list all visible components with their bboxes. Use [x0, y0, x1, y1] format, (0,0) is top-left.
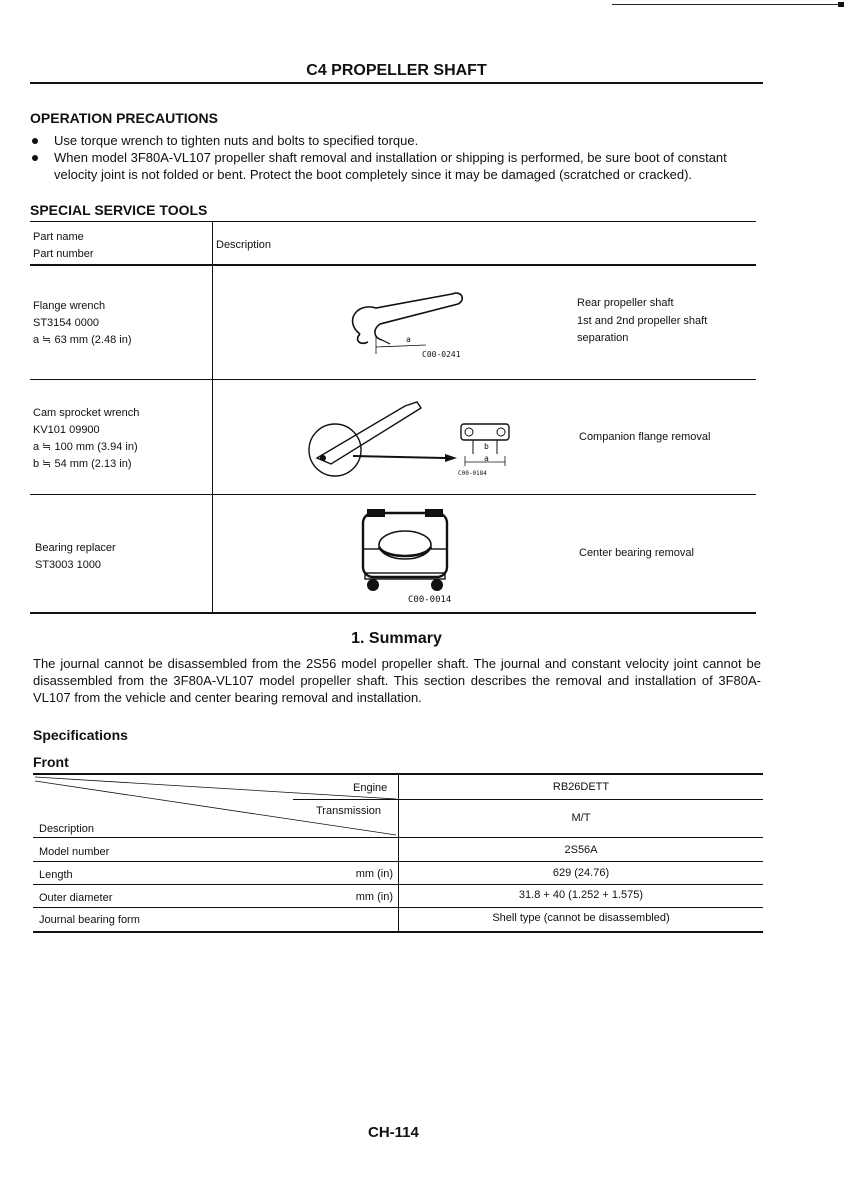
- figure-code: C00-0184: [458, 470, 487, 477]
- precaution-item: Use torque wrench to tighten nuts and bolts to specified torque.: [30, 132, 760, 149]
- engine-label: Engine: [353, 782, 388, 794]
- dimension-a-label: a: [484, 454, 489, 463]
- tool-number: ST3154 0000: [33, 317, 100, 329]
- sst-column-divider: [212, 222, 213, 614]
- spec-row-rule: [33, 907, 763, 908]
- sst-bottom-rule: [30, 612, 756, 614]
- figure-code: C00-0241: [422, 350, 461, 359]
- dimension-a-label: a: [406, 335, 411, 344]
- sst-heading: SPECIAL SERVICE TOOLS: [30, 202, 208, 218]
- spec-row-unit: mm (in): [355, 868, 393, 880]
- bearing-replacer-figure: [355, 507, 455, 597]
- transmission-label: Transmission: [316, 805, 381, 817]
- precautions-list: [30, 132, 760, 183]
- spec-row-rule: [33, 884, 763, 885]
- tool-dimension: a ≒ 63 mm (2.48 in): [33, 334, 132, 346]
- flange-wrench-figure: [330, 284, 500, 364]
- spec-row-value: Shell type (cannot be disassembled): [492, 912, 670, 924]
- spec-table: [33, 773, 763, 933]
- spec-row-value: 2S56A: [564, 844, 598, 856]
- tool-name: Flange wrench: [33, 300, 106, 312]
- page-number: CH-114: [368, 1124, 419, 1141]
- dimension-b-label: b: [484, 442, 489, 451]
- tool-name: Cam sprocket wrench: [33, 407, 140, 419]
- spec-row-value: 31.8 + 40 (1.252 + 1.575): [518, 889, 644, 901]
- tool-name: Bearing replacer: [35, 542, 116, 554]
- description-label: Description: [39, 823, 95, 835]
- spec-row-unit: mm (in): [355, 891, 393, 903]
- row-divider: [30, 494, 756, 495]
- summary-paragraph: The journal cannot be disassembled from the 2S56 model propeller shaft. The journal and constant velocity joint cannot be disassembled from the 3F80A-VL107 model propeller shaft. This section describes the removal and installation of 3F80A-VL107 from the vehicle and center bearing removal and installation.: [33, 656, 761, 705]
- spec-row-label: Outer diameter: [39, 892, 113, 904]
- tool-desc: Companion flange removal: [579, 431, 711, 443]
- specifications-heading: Specifications: [33, 727, 128, 743]
- front-subheading: Front: [33, 754, 69, 770]
- engine-value: RB26DETT: [552, 781, 610, 793]
- header-rule: [612, 4, 842, 5]
- spec-row-value: 629 (24.76): [552, 867, 610, 879]
- tool-desc: separation: [577, 332, 629, 344]
- summary-heading: 1. Summary: [351, 630, 442, 647]
- tool-number: ST3003 1000: [35, 559, 102, 571]
- spec-row-label: Model number: [39, 846, 110, 858]
- tool-dimension: a ≒ 100 mm (3.94 in): [33, 441, 138, 453]
- spec-bottom-rule: [33, 931, 763, 933]
- sst-header: [30, 222, 756, 266]
- header-mark: [838, 2, 844, 7]
- tool-number: KV101 09900: [33, 424, 100, 436]
- row-divider: [30, 379, 756, 380]
- spec-row-rule: [33, 861, 763, 862]
- spec-row-rule: [33, 837, 763, 838]
- figure-code: C00-0014: [408, 595, 452, 605]
- spec-row-label: Length: [39, 869, 73, 881]
- tool-desc: 1st and 2nd propeller shaft: [577, 315, 708, 327]
- cam-sprocket-wrench-figure: [305, 392, 535, 482]
- spec-row-label: Journal bearing form: [39, 914, 140, 926]
- page-title: C4 PROPELLER SHAFT: [306, 62, 487, 79]
- tool-desc: Rear propeller shaft: [577, 297, 674, 309]
- col-description: Description: [216, 239, 272, 251]
- precautions-heading: OPERATION PRECAUTIONS: [30, 110, 218, 126]
- transmission-value: M/T: [571, 812, 591, 824]
- title-rule: [30, 82, 763, 84]
- tool-dimension: b ≒ 54 mm (2.13 in): [33, 458, 132, 470]
- col-part-name: Part name: [33, 231, 84, 243]
- precaution-item: When model 3F80A-VL107 propeller shaft removal and installation or shipping is performed, be sure boot of constant velocity joint is not folded or bent. Protect the boot completely since it may be damaged (scratched or cracked).: [30, 149, 760, 183]
- col-part-number: Part number: [33, 248, 94, 260]
- spec-header-rule: [293, 799, 763, 800]
- tool-desc: Center bearing removal: [579, 547, 694, 559]
